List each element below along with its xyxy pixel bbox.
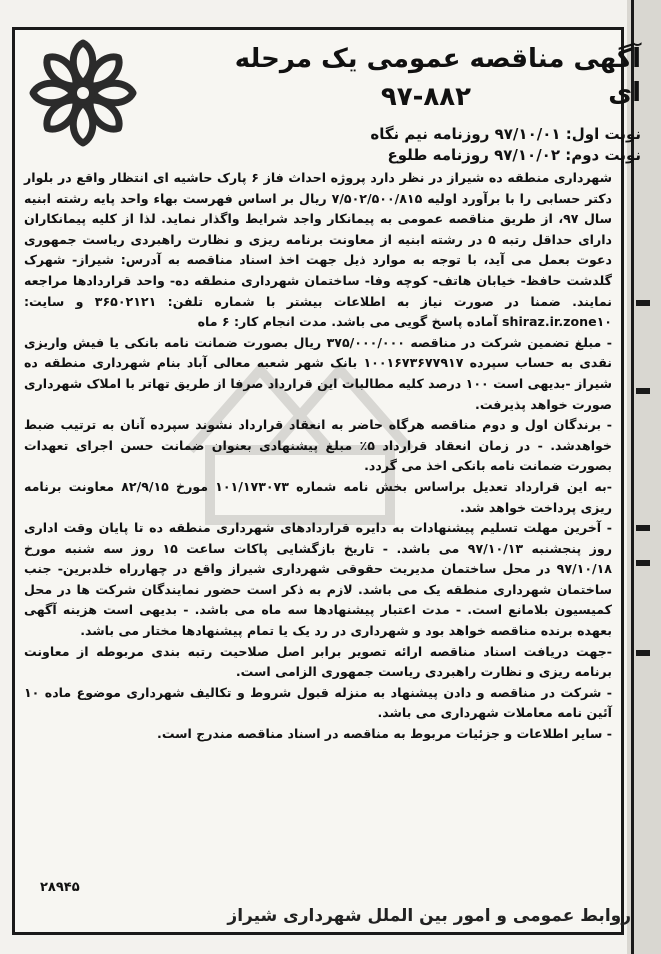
notice-number: ۹۷-۸۸۲ bbox=[380, 82, 471, 112]
flower-logo-icon bbox=[28, 38, 138, 148]
paragraph-deadline: - آخرین مهلت تسلیم پیشنهادات به دایره قراردادهای شهرداری منطقه ده تا پایان وقت اداری روز پنجشنبه ۹۷/۱۰/۱۳ می باشد. - تاریخ بازگشایی پاکات ساعت ۱۵ روز سه شنبه مورخ ۹۷/۱۰/۱۸ در محل ساختمان مدیریت حقوقی شهرداری شیراز واقع در چهارراه خلدبرین- جنب ساختمان شهرداری منطقه یک می باشد. لازم به ذکر است حضور نمایندگان شرکت ها در محل کمیسیون بلامانع است. - مدت اعتبار پیشنهادها سه ماه می باشد. - بدیهی است هزینه آگهی بعهده برنده مناقصه خواهد بود و شهرداری در رد یک یا تمام پیشنهادها مختار می باشد. bbox=[24, 520, 612, 639]
paragraph-adjustment: -به این قرارداد تعدیل براساس بخش نامه شماره ۱۰۱/۱۷۳۰۷۳ مورخ ۸۲/۹/۱۵ معاونت برنامه ریزی پرداخت خواهد شد. bbox=[24, 478, 612, 515]
paragraph-documents: -جهت دریافت اسناد مناقصه ارائه تصویر برابر اصل صلاحیت رتبه بندی مربوطه از معاونت برنامه ریزی و نظارت راهبردی ریاست جمهوری الزامی است. bbox=[24, 643, 612, 680]
paragraph-winners: - برندگان اول و دوم مناقصه هرگاه حاضر به انعقاد قرارداد نشوند سپرده آنان به ترتیب ضبط خواهدشد. - در زمان انعقاد قرارداد ۵٪ مبلغ پیشنهادی بعنوان ضمانت حسن اجرای تعهدات بصورت ضمانت نامه بانکی اخذ می گردد. bbox=[24, 417, 613, 474]
paragraph-guarantee: - مبلغ تضمین شرکت در مناقصه ۳۷۵/۰۰۰/۰۰۰ ریال بصورت ضمانت نامه بانکی یا فیش واریزی نقدی به حساب سپرده ۱۰۰۱۶۷۳۶۷۷۹۱۷ بانک شهر شعبه معالی آباد بنام شهرداری منطقه ده شیراز -بدیهی است ۱۰۰ درصد کلیه مطالبات این قرارداد صرفا از طریق تهاتر با املاک شهرداری صورت خواهد پذیرفت. bbox=[24, 334, 612, 412]
issue-second: نوبت دوم: ۹۷/۱۰/۰۲ روزنامه طلوع bbox=[387, 146, 641, 164]
paragraph-conditions: - شرکت در مناقصه و دادن پیشنهاد به منزله قبول شروط و تکالیف شهرداری موضوع ماده ۱۰ آئین نامه معاملات شهرداری می باشد. bbox=[24, 684, 612, 721]
issue-first: نوبت اول: ۹۷/۱۰/۰۱ روزنامه نیم نگاه bbox=[370, 125, 641, 143]
paragraph-other-info: - سایر اطلاعات و جزئیات مربوط به مناقصه در اسناد مناقصه مندرج است. bbox=[157, 726, 612, 742]
notice-code: ۲۸۹۴۵ bbox=[40, 880, 80, 895]
notice-body bbox=[24, 168, 612, 745]
notice-signature: روابط عمومی و امور بین الملل شهرداری شیراز bbox=[227, 906, 631, 926]
notice-title: آگهی مناقصه عمومی یک مرحله ای bbox=[234, 44, 641, 108]
paragraph-intro: شهرداری منطقه ده شیراز در نظر دارد پروژه احداث فاز ۶ پارک حاشیه ای انتظار واقع در بلوار دکتر حسابی را با برآورد اولیه ۷/۵۰۲/۵۰۰/۸۱۵ ریال بر اساس فهرست بهاء واحد پایه رشته ابنیه سال ۹۷، از طریق مناقصه عمومی به پیمانکار واجد شرایط واگذار نماید. لذا از کلیه پیمانکاران دارای حداقل رتبه ۵ در رشته ابنیه از معاونت برنامه ریزی و نظارت راهبردی ریاست جمهوری دعوت بعمل می آید، با توجه به موارد ذیل جهت اخذ اسناد مناقصه به آدرس: شیراز- شهرک گلدشت حافظ- خیابان هاتف- کوچه وفا- ساختمان شهرداری منطقه ده- واحد قراردادها مراجعه نمایند. ضمنا در صورت نیاز به اطلاعات بیشتر با شماره تلفن: ۳۶۵۰۲۱۲۱ و سایت: shiraz.ir.zone۱۰ آماده پاسخ گویی می باشد. مدت انجام کار: ۶ ماه bbox=[24, 170, 613, 330]
